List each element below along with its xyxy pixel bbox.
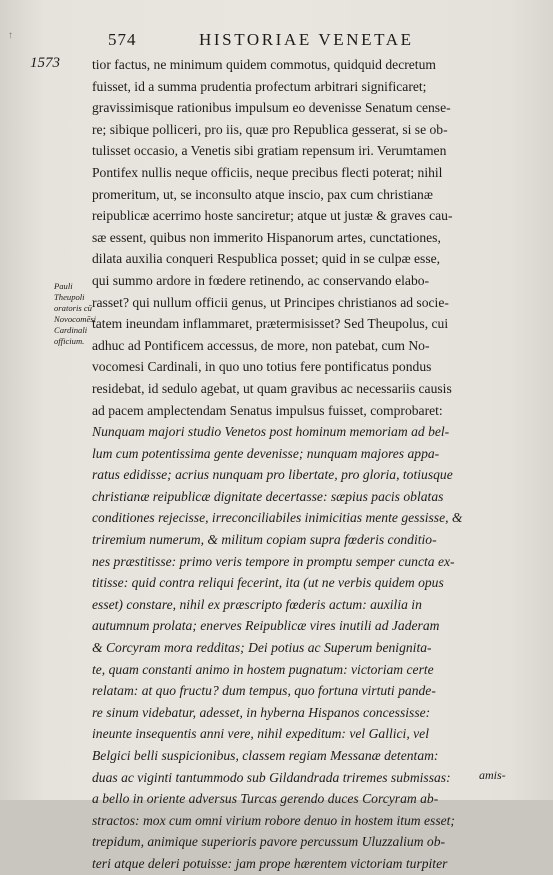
text-line: sæ essent, quibus non immerito Hispanorum artes, cunctationes, (92, 229, 441, 245)
text-line: duas ac viginti tantummodo sub Gildandrada triremes submissas: (92, 769, 451, 785)
text-line: christianæ reipublicæ dignitate decertasse: sæpius pacis oblatas (92, 488, 444, 504)
text-line: conditiones rejecisse, irreconciliabiles inimicitias mente gessisse, & (92, 510, 463, 526)
text-line: adhuc ad Pontificem accessus, de more, non patebat, cum No- (92, 337, 430, 353)
text-line: fuisset, id a summa prudentia profectum arbitrari significaret; (92, 78, 427, 94)
text-line: tatem ineundam inflammaret, prætermisisset? Sed Theupolus, cui (92, 316, 449, 332)
text-line: triremium numerum, & militum copiam supra fœderis conditio- (92, 532, 437, 548)
text-line: residebat, id sedulo agebat, ut quam gravibus ac necessariis causis (92, 380, 452, 396)
text-line: re; sibique polliceri, pro iis, quæ pro Republica gesserat, si se ob- (92, 121, 448, 137)
sidenote-line: Pauli (54, 281, 73, 291)
text-line: & Corcyram mora redditas; Dei potius ac Superum benignita- (92, 640, 432, 656)
text-line: gravissimisque rationibus impulsum eo devenisse Senatum cense- (92, 100, 451, 116)
text-line: te, quam constanti animo in hostem pugnatum: victoriam certe (92, 661, 434, 677)
text-line: tulisset occasio, a Venetis sibi gratiam repensum iri. Verumtamen (92, 143, 447, 159)
text-line: lum cum potentissima gente devenisse; nunquam majores appa- (92, 445, 440, 461)
text-line: tior factus, ne minimum quidem commotus, quidquid decretum (92, 57, 436, 72)
sidenote-line: oratoris cū (54, 303, 92, 313)
text-line: teri atque deleri potuisse: jam prope hærentem victoriam turpiter (92, 855, 448, 871)
page-header (86, 30, 526, 52)
text-line: autumnum prolata; enerves Reipublicæ vires inutili ad Jaderam (92, 618, 440, 634)
text-line: ad pacem amplectendam Senatus impulsus fuisset, comprobaret: (92, 402, 443, 418)
sidenote-line: Cardinali (54, 325, 88, 335)
sidenote-line: officium. (54, 336, 85, 346)
text-line: qui summo ardore in fœdere retinendo, ac conservando elabo- (92, 272, 430, 288)
text-line: vocomesi Cardinali, in quo uno totius fere pontificatus pondus (92, 359, 432, 375)
text-line: dilata auxilia conqueri Respublica posset; quid in se culpæ esse, (92, 251, 441, 267)
text-line: re sinum videbatur, adesset, in hyberna Hispanos concessisse: (92, 704, 431, 720)
text-line: a bello in oriente adversus Turcas gerendo duces Corcyram ab- (92, 791, 439, 807)
margin-year: 1573 (30, 55, 60, 71)
text-line: titisse: quid contra reliqui fecerint, ita (ut ne verbis quidem opus (92, 575, 444, 591)
running-title: HISTORIAE VENETAE (199, 30, 414, 49)
text-line: reipublicæ acerrimo hoste sanciretur; atque ut justæ & graves cau- (92, 208, 453, 224)
margin-sidenote (54, 281, 97, 347)
text-line: relatam: at quo fructu? dum tempus, quo fortuna virtuti pande- (92, 683, 436, 699)
text-line: esset) constare, nihil ex præscripto fœderis actum: auxilia in (92, 596, 422, 612)
text-line: Belgici belli suspicionibus, classem regiam Messanæ detentam: (92, 748, 439, 763)
text-line: Pontifex nullis neque officiis, neque precibus flecti poterat; nihil (92, 164, 443, 180)
catchword: amis- (479, 768, 506, 782)
text-line: ratus edidisse; acrius nunquam pro libertate, pro gloria, totiusque (92, 467, 453, 483)
text-line: ineunte insequentis anni vere, nihil expeditum: vel Gallici, vel (92, 726, 429, 742)
text-line: promeritum, ut, se inconsulto atque inscio, pax cum christianæ (92, 186, 433, 202)
text-line: trepidum, animique superioris pavore percussum Uluzzalium ob- (92, 834, 446, 850)
text-line: Nunquam majori studio Venetos post hominum memoriam ad bel- (92, 424, 450, 440)
margin-pencil-mark: ↑ (8, 30, 13, 41)
text-line: nes præstitisse: primo veris tempore in promptu semper cuncta ex- (92, 553, 455, 569)
sidenote-line: Novocomēsi (54, 314, 97, 324)
sidenote-line: Theupoli (54, 292, 85, 302)
body-text (92, 54, 544, 875)
page-number: 574 (108, 30, 137, 49)
text-line: stractos: mox cum omni virium robore denuo in hostem itum esset; (92, 812, 455, 828)
text-line: rasset? qui nullum officii genus, ut Principes christianos ad socie- (92, 294, 449, 310)
